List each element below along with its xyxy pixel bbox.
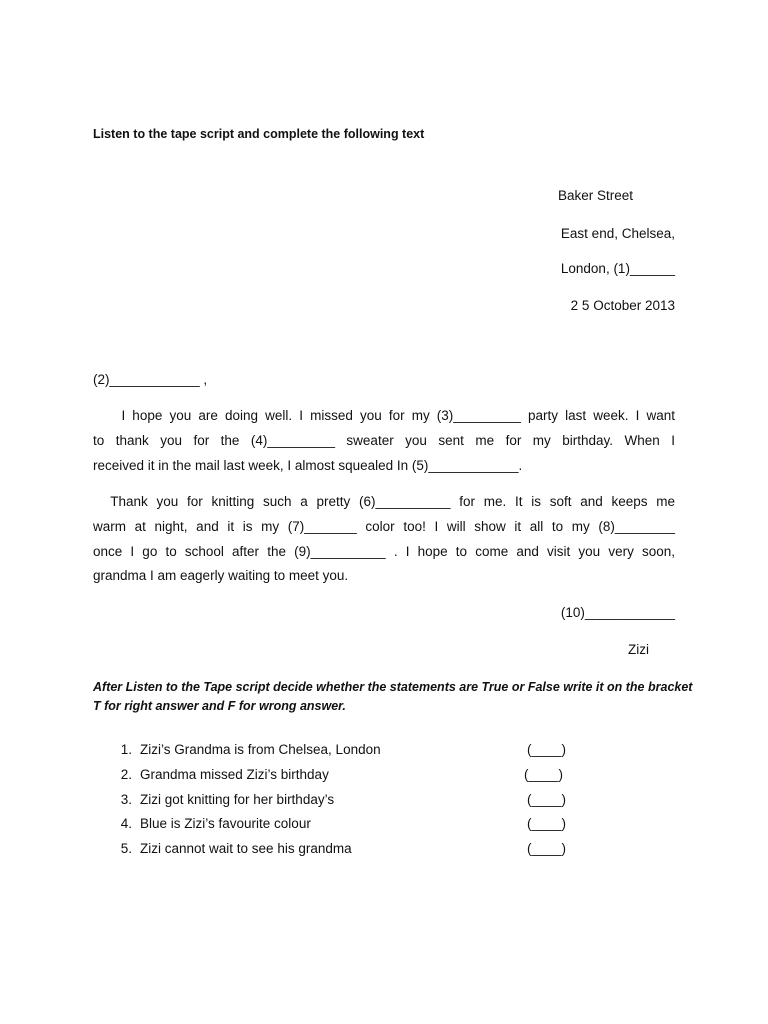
paragraph2-line: once I go to school after the (9)__________ . I hope to come and visit you very soon, bbox=[93, 544, 675, 559]
statement-text: Zizi’s Grandma is from Chelsea, London bbox=[140, 742, 381, 757]
address-area: East end, Chelsea, bbox=[560, 226, 675, 241]
statement-number: 4. bbox=[120, 816, 132, 831]
answer-bracket: (____) bbox=[527, 841, 567, 856]
worksheet-heading: Listen to the tape script and complete the following text bbox=[93, 127, 425, 141]
statement-number: 2. bbox=[120, 767, 132, 782]
letter-salutation: (2)____________ , bbox=[93, 372, 208, 387]
statement-text: Zizi cannot wait to see his grandma bbox=[140, 841, 352, 856]
statement-text: Blue is Zizi’s favourite colour bbox=[140, 816, 311, 831]
letter-closing: (10)____________ bbox=[560, 605, 675, 620]
statement-number: 3. bbox=[120, 792, 132, 807]
answer-bracket: (____) bbox=[527, 792, 567, 807]
letter-signature: Zizi bbox=[628, 642, 649, 657]
paragraph2-line: grandma I am eagerly waiting to meet you. bbox=[93, 568, 349, 583]
letter-date: 2 5 October 2013 bbox=[570, 298, 675, 313]
address-street: Baker Street bbox=[558, 188, 634, 203]
answer-bracket: (____) bbox=[527, 816, 567, 831]
statement-number: 1. bbox=[120, 742, 132, 757]
paragraph1-line: I hope you are doing well. I missed you for my (3)_________ party last week. I want bbox=[93, 408, 675, 423]
paragraph1-line: to thank you for the (4)_________ sweater you sent me for my birthday. When I bbox=[93, 433, 675, 448]
answer-bracket: (____) bbox=[524, 767, 564, 782]
answer-bracket: (____) bbox=[527, 742, 567, 757]
statement-text: Grandma missed Zizi’s birthday bbox=[140, 767, 329, 782]
paragraph2-line: Thank you for knitting such a pretty (6)__________ for me. It is soft and keeps me bbox=[93, 494, 675, 509]
true-false-instructions: After Listen to the Tape script decide whether the statements are True or False write it on the bracket T for right answer and F for wrong answer. bbox=[93, 680, 693, 713]
paragraph2-line: warm at night, and it is my (7)_______ color too! I will show it all to my (8)________ bbox=[93, 519, 675, 534]
address-city: London, (1)______ bbox=[560, 261, 675, 276]
statement-text: Zizi got knitting for her birthday’s bbox=[140, 792, 335, 807]
paragraph1-line: received it in the mail last week, I almost squealed In (5)____________. bbox=[93, 458, 523, 473]
statement-number: 5. bbox=[120, 841, 132, 856]
